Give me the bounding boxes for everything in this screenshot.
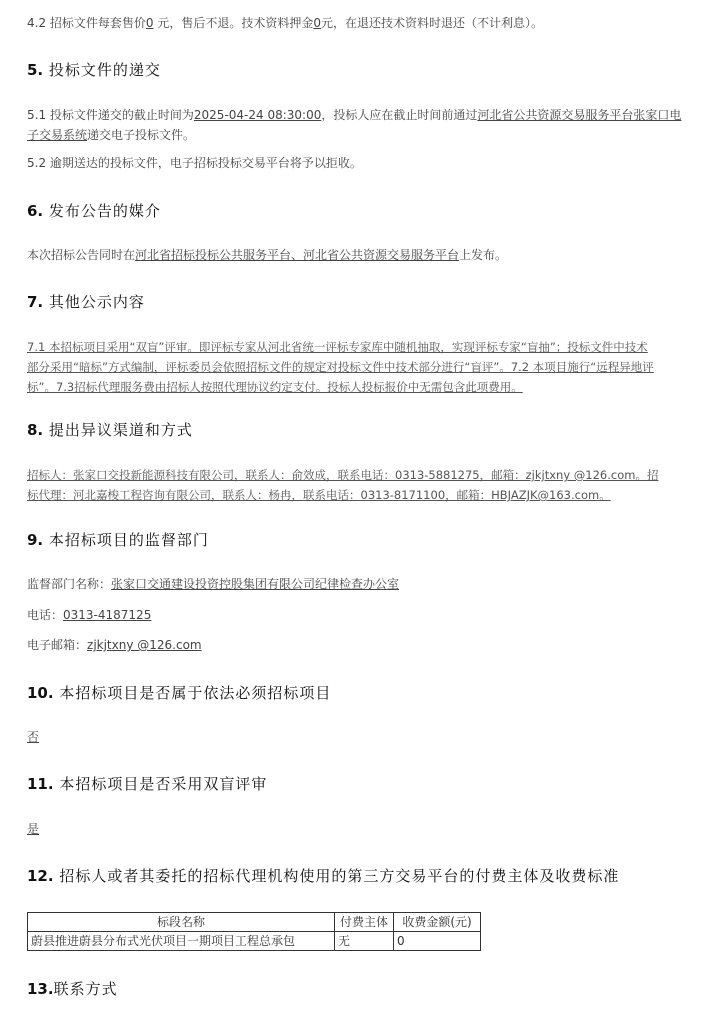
section-title: 发布公告的媒介 (48, 202, 161, 220)
section-title: 提出异议渠道和方式 (48, 421, 193, 439)
table-header-row (28, 913, 481, 932)
section-13-heading (27, 978, 118, 999)
line: 招标人：张家口交投新能源科技有限公司，联系人：俞效成，联系电话：0313-5881275，邮箱：zjkjtxny @126.com。招 (27, 468, 659, 482)
section-number: 10. (27, 684, 54, 702)
section-number: 5. (27, 61, 44, 79)
text: 递交电子投标文件。 (87, 128, 196, 142)
section-title: 招标人或者其委托的招标代理机构使用的第三方交易平台的付费主体及收费标准 (59, 867, 620, 885)
supervision-phone (27, 605, 151, 625)
paragraph-4-2 (27, 13, 543, 33)
paragraph-6 (27, 245, 507, 265)
column-header: 标段名称 (28, 913, 335, 932)
section-number: 6. (27, 202, 44, 220)
paragraph-5-2: 5.2 逾期送达的投标文件，电子招标投标交易平台将予以拒收。 (27, 156, 362, 170)
section-number: 8. (27, 421, 44, 439)
section-9-heading (27, 529, 209, 550)
line: 标”。7.3招标代理服务费由招标人按照代理协议约定支付。投标人投标报价中无需包含此项费用。 (27, 380, 523, 394)
email-value[interactable]: zjkjtxny @126.com (87, 638, 202, 652)
platform-link-cont[interactable]: 子交易系统 (27, 128, 88, 142)
supervision-email (27, 635, 202, 655)
section-11-heading (27, 773, 267, 794)
section-number: 12. (27, 867, 54, 885)
label: 监督部门名称： (27, 577, 112, 591)
table-row (28, 932, 481, 951)
column-header: 付费主体 (335, 913, 394, 932)
media-link[interactable]: 河北省招标投标公共服务平台、河北省公共资源交易服务平台 (135, 248, 460, 262)
section-title: 本招标项目是否采用双盲评审 (59, 775, 268, 793)
text: 上发布。 (459, 248, 508, 262)
deadline-value: 2025-04-24 08:30:00 (193, 108, 322, 122)
paragraph-8 (27, 465, 687, 505)
document-price: 0 (145, 16, 154, 30)
section-6-heading (27, 200, 161, 221)
section-5-heading (27, 59, 161, 80)
paragraph-7 (27, 337, 687, 397)
text: 4.2 招标文件每套售价 (27, 16, 146, 30)
phone-value: 0313-4187125 (63, 608, 152, 622)
section-12-heading (27, 865, 619, 886)
paragraph-5-1 (27, 105, 687, 145)
section-number: 7. (27, 293, 44, 311)
answer-10: 否 (27, 730, 40, 744)
dept-value: 张家口交通建设投资控股集团有限公司纪律检查办公室 (111, 577, 400, 591)
text: ，投标人应在截止时间前通过 (321, 108, 478, 122)
text: 5.1 投标文件递交的截止时间为 (27, 108, 194, 122)
label: 电子邮箱： (27, 638, 88, 652)
section-8-heading (27, 419, 193, 440)
line: 标代理：河北嘉梭工程咨询有限公司，联系人：杨冉，联系电话：0313-8171100，邮箱：HBJAZJK@163.com。 (27, 488, 611, 502)
line: 部分采用“暗标”方式编制，评标委员会依照招标文件的规定对投标文件中技术部分进行“盲评”。7.2 本项目施行“远程异地评 (27, 360, 654, 374)
table-cell: 无 (335, 932, 394, 951)
fee-table (27, 912, 481, 951)
table-cell: 0 (394, 932, 481, 951)
section-title: 本招标项目的监督部门 (48, 531, 209, 549)
section-number: 13. (27, 980, 54, 998)
section-10-heading (27, 682, 331, 703)
platform-link[interactable]: 河北省公共资源交易服务平台张家口电 (477, 108, 682, 122)
deposit-amount: 0 (313, 16, 322, 30)
text: 本次招标公告同时在 (27, 248, 136, 262)
section-7-heading (27, 291, 145, 312)
supervision-dept (27, 574, 399, 594)
table-cell: 蔚县推进蔚县分布式光伏项目一期项目工程总承包 (28, 932, 335, 951)
answer-11: 是 (27, 822, 40, 836)
section-title: 其他公示内容 (48, 293, 145, 311)
section-title: 投标文件的递交 (48, 61, 161, 79)
section-title: 本招标项目是否属于依法必须招标项目 (59, 684, 332, 702)
section-number: 11. (27, 775, 54, 793)
text: 元，在退还技术资料时退还（不计利息）。 (321, 16, 544, 30)
column-header: 收费金额(元) (394, 913, 481, 932)
line: 7.1 本招标项目采用“双盲”评审。即评标专家从河北省统一评标专家库中随机抽取，实现评标专家“盲抽”；投标文件中技术 (27, 340, 648, 354)
text: 元，售后不退。技术资料押金 (153, 16, 314, 30)
section-title: 联系方式 (53, 980, 118, 998)
label: 电话： (27, 608, 64, 622)
section-number: 9. (27, 531, 44, 549)
